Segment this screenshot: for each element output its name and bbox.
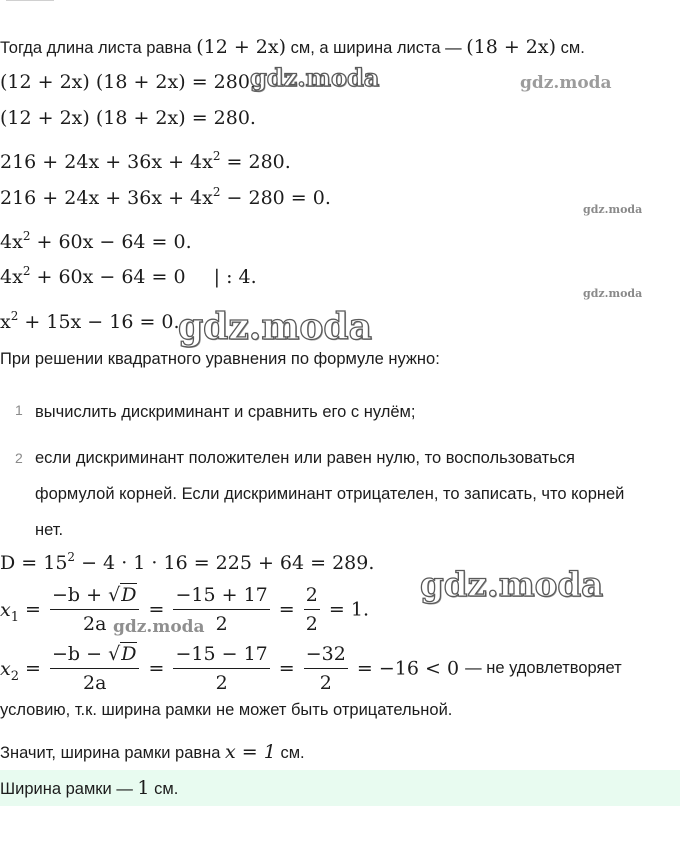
list-number: 1 <box>15 402 23 418</box>
math-expr: 1 <box>137 777 150 799</box>
math-part: − 280 = 0. <box>220 187 331 209</box>
math-part: + 60x − 64 = 0. <box>30 231 192 253</box>
fraction <box>304 642 348 695</box>
text-fragment: — не удовлетворяет <box>465 659 622 677</box>
watermark-logo: gdz.moda <box>520 73 612 93</box>
subscript: 1 <box>10 609 19 625</box>
list-text: если дискриминант положителен или равен нулю, то воспользоваться формулой корней. Если дискриминант отрицателен, то записать, что корней нет. <box>35 449 625 539</box>
fraction <box>50 642 139 695</box>
fraction <box>173 642 269 695</box>
exponent: 2 <box>67 550 76 564</box>
math-part: − 4 · 1 · 16 = 225 + 64 = 289. <box>75 552 375 574</box>
text-line-1 <box>0 36 585 59</box>
text-fragment: Тогда длина листа равна <box>0 39 192 57</box>
discriminant-line <box>0 552 374 574</box>
text-fragment: см. <box>560 39 585 57</box>
math-part: = 1. <box>328 598 369 621</box>
math-part: 4x <box>0 231 23 253</box>
equation-line-2: (12 + 2x) (18 + 2x) = 280. <box>0 71 256 93</box>
text-fragment: см. <box>280 744 305 762</box>
watermark-logo: gdz.moda <box>178 306 372 348</box>
denominator: 2 <box>215 613 228 635</box>
equation-line-4 <box>0 151 291 173</box>
numerator <box>50 583 139 610</box>
exponent: 2 <box>22 264 31 278</box>
numerator: −32 <box>304 642 348 669</box>
math-expr: (18 + 2x) <box>466 36 557 58</box>
equation-line-6 <box>0 231 192 253</box>
text-fragment: Значит, ширина рамки равна <box>0 744 221 762</box>
exponent: 2 <box>22 229 31 243</box>
equals-sign: = <box>278 657 295 680</box>
list-number: 2 <box>15 450 23 466</box>
sqrt-sign: √ <box>108 643 121 665</box>
math-part: −b + <box>52 584 103 606</box>
denominator: 2 <box>319 672 332 694</box>
math-part: + 60x − 64 = 0 <box>30 266 186 288</box>
math-part: 4x <box>0 266 23 288</box>
equals-sign: = <box>25 598 41 621</box>
divide-note: | : 4. <box>213 266 257 288</box>
math-part: D = 15 <box>0 552 68 574</box>
text-fragment: см, а ширина листа — <box>290 39 462 57</box>
answer-box <box>0 770 680 806</box>
text-line-conclusion <box>0 741 305 764</box>
variable: x <box>0 598 11 621</box>
equation-line-3: (12 + 2x) (18 + 2x) = 280. <box>0 107 256 129</box>
math-part: 216 + 24x + 36x + 4x <box>0 151 213 173</box>
text-line-intro: При решении квадратного уравнения по формуле нужно: <box>0 350 440 368</box>
text-fragment: см. <box>154 780 179 798</box>
equation-line-8 <box>0 311 180 333</box>
numerator: 2 <box>304 583 320 610</box>
text-fragment: Ширина рамки — <box>0 780 133 798</box>
text-line-reason: условию, т.к. ширина рамки не может быть отрицательной. <box>0 701 453 719</box>
equals-sign: = <box>25 657 41 680</box>
math-part: = −16 < 0 <box>356 657 460 680</box>
denominator: 2 <box>305 613 318 635</box>
radicand: D <box>121 643 137 665</box>
denominator: 2 <box>215 672 228 694</box>
watermark-logo: gdz.moda <box>113 617 205 637</box>
root-x2-line <box>0 642 622 695</box>
equation-line-5 <box>0 187 331 209</box>
equals-sign: = <box>148 657 165 680</box>
list-text: вычислить дискриминант и сравнить его с нулём; <box>35 403 416 421</box>
numerator <box>50 642 139 669</box>
watermark-logo: gdz.moda <box>420 565 604 605</box>
top-divider <box>6 0 54 1</box>
denominator: 2a <box>83 613 107 635</box>
fraction <box>304 583 320 636</box>
numerator: −15 + 17 <box>173 583 269 610</box>
radicand: D <box>121 584 137 606</box>
math-part: 216 + 24x + 36x + 4x <box>0 187 213 209</box>
equals-sign: = <box>148 598 165 621</box>
watermark-logo: gdz.moda <box>250 63 380 92</box>
sqrt-sign: √ <box>108 584 121 606</box>
watermark-logo: gdz.moda <box>583 203 643 216</box>
answer-line <box>0 777 178 800</box>
denominator: 2a <box>83 672 107 694</box>
exponent: 2 <box>212 185 221 199</box>
math-part: −b − <box>52 643 103 665</box>
math-expr: x = 1 <box>225 741 276 763</box>
watermark-logo: gdz.moda <box>583 287 643 300</box>
variable: x <box>0 657 11 680</box>
exponent: 2 <box>212 149 221 163</box>
subscript: 2 <box>10 668 19 684</box>
equals-sign: = <box>278 598 295 621</box>
math-part: x <box>0 311 11 333</box>
math-expr: (12 + 2x) <box>196 36 287 58</box>
numerator: −15 − 17 <box>173 642 269 669</box>
equation-line-7 <box>0 266 257 288</box>
math-part: + 15x − 16 = 0. <box>18 311 180 333</box>
exponent: 2 <box>10 309 19 323</box>
math-part: = 280. <box>220 151 291 173</box>
